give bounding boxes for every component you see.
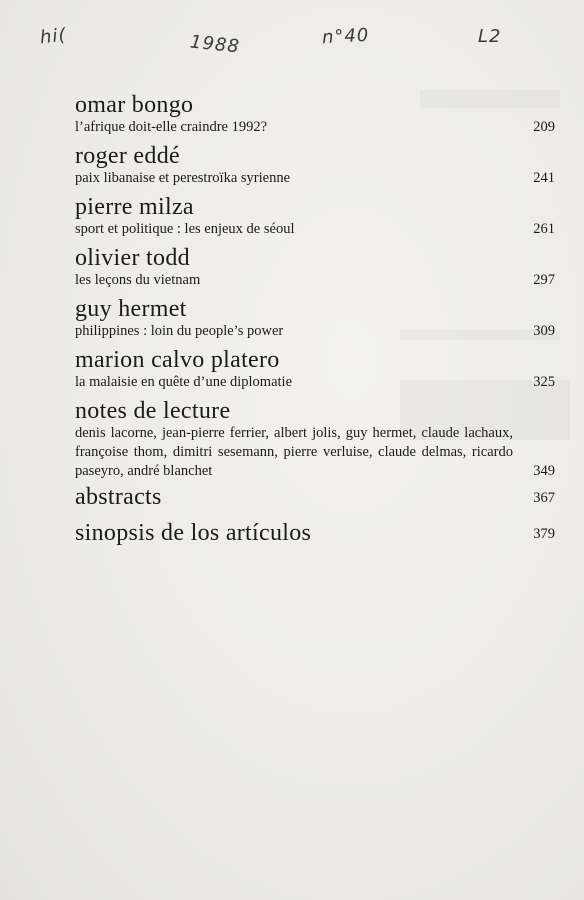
handwritten-year: 1988 [189, 31, 241, 58]
toc-subtitle: denis lacorne, jean-pierre ferrier, albert jolis, guy hermet, claude lachaux, françoise thom, dimitri sesemann, pierre verluise, claude delmas, ricardo paseyro, andré blanchet [75, 425, 513, 479]
toc-author: marion calvo platero [75, 347, 280, 373]
handwritten-issue-number: n°40 [321, 24, 370, 49]
toc-author: pierre milza [75, 194, 194, 220]
toc-page-number: 379 [533, 526, 555, 542]
toc-subtitle: les leçons du vietnam [75, 272, 201, 288]
toc-entry [75, 143, 555, 188]
toc-entry [75, 398, 555, 481]
toc-page-number: 367 [533, 490, 555, 506]
toc-section-title: abstracts [75, 484, 162, 510]
toc-page-number: 261 [533, 221, 555, 237]
toc-author: olivier todd [75, 245, 190, 271]
toc-section-title: sinopsis de los artículos [75, 520, 312, 546]
toc-subtitle: la malaisie en quête d’une diplomatie [75, 374, 293, 390]
toc-author: roger eddé [75, 143, 180, 169]
toc-subtitle: l’afrique doit-elle craindre 1992? [75, 119, 268, 135]
toc-section [75, 484, 555, 510]
toc-entry [75, 92, 555, 137]
toc-entry [75, 245, 555, 290]
toc-entry [75, 347, 555, 392]
toc-page-number: 241 [533, 170, 555, 186]
toc-subtitle: paix libanaise et perestroïka syrienne [75, 170, 291, 186]
toc-page-number: 297 [533, 272, 555, 288]
toc-page-number: 309 [533, 323, 555, 339]
handwritten-note: hi( [38, 24, 68, 49]
toc-page-number: 209 [533, 119, 555, 135]
toc-author: guy hermet [75, 296, 187, 322]
toc-author: notes de lecture [75, 398, 231, 424]
toc-page-number: 325 [533, 374, 555, 390]
toc-entry [75, 296, 555, 341]
toc-author: omar bongo [75, 92, 194, 118]
toc-entry [75, 194, 555, 239]
toc-section [75, 520, 555, 546]
toc-subtitle: philippines : loin du people’s power [75, 323, 284, 339]
handwritten-code: L2 [478, 26, 502, 47]
toc-page-number: 349 [533, 463, 555, 479]
toc-subtitle: sport et politique : les enjeux de séoul [75, 221, 295, 237]
